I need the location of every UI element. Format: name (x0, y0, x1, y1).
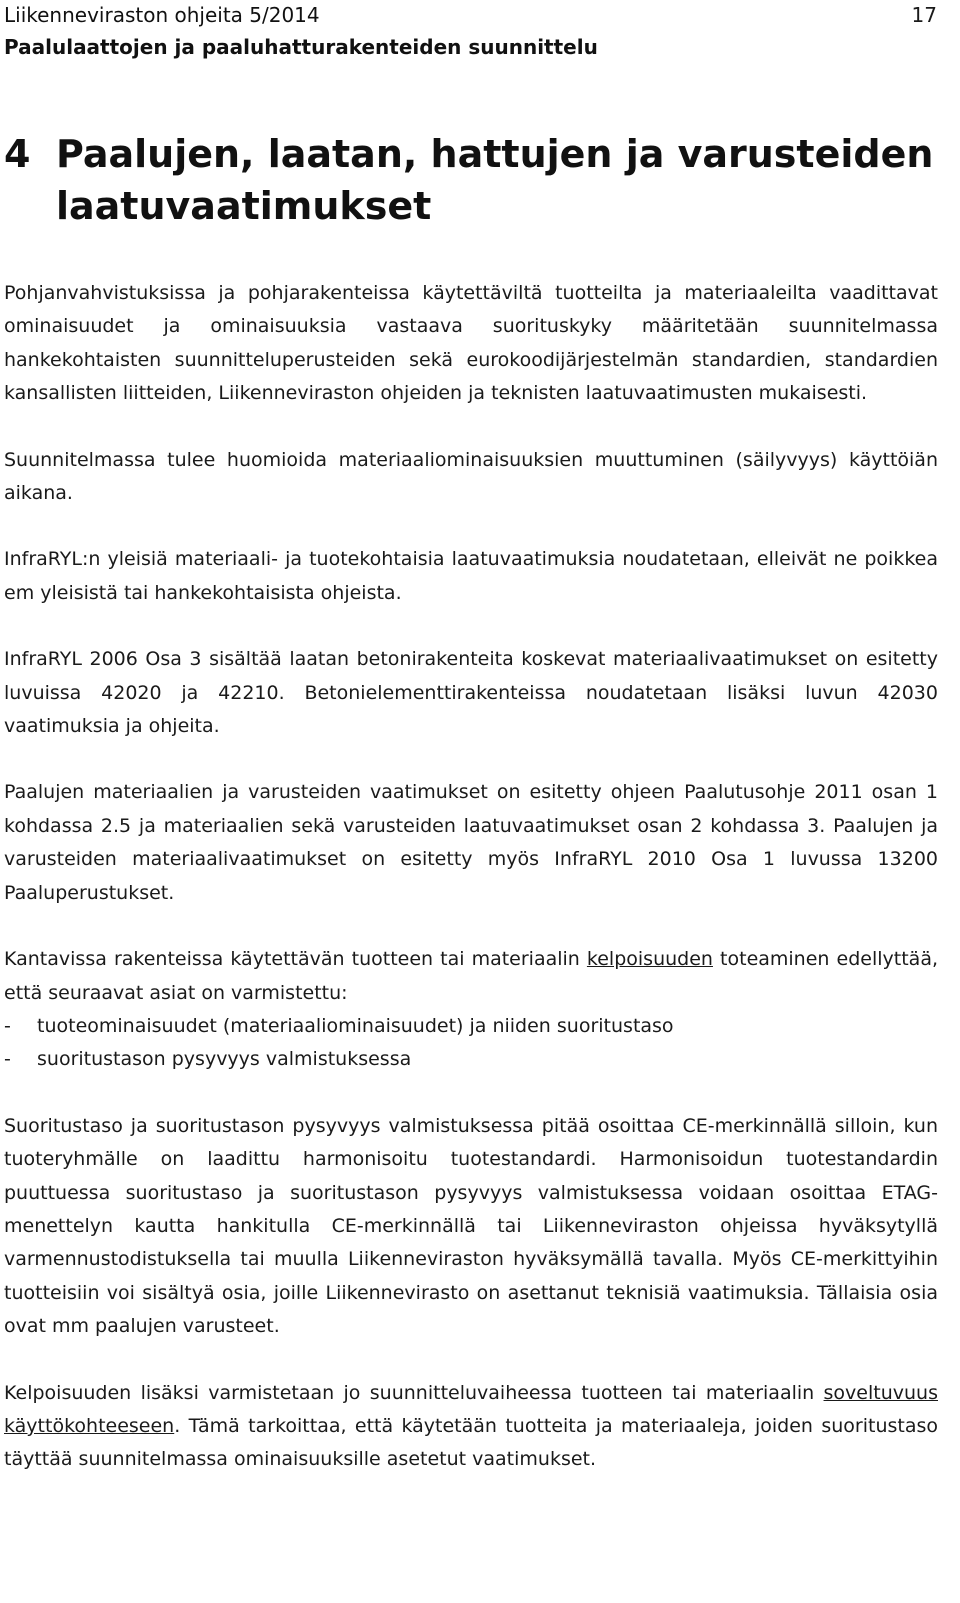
paragraph-infraryl-2006: InfraRYL 2006 Osa 3 sisältää laatan betonirakenteita koskevat materiaalivaatimukset on esitetty luvuissa 42020 ja 42210. Betonielementtirakenteissa noudatetaan lisäksi luvun 42030 vaatimuksia ja ohjeita. (4, 648, 938, 738)
text-span: Kantavissa rakenteissa käytettävän tuotteen tai materiaalin (4, 948, 587, 971)
body-text (4, 277, 938, 1510)
list-dash: - (4, 1048, 11, 1071)
paragraph-durability: Suunnitelmassa tulee huomioida materiaaliominaisuuksien muuttuminen (säilyvyys) käyttöiän aikana. (4, 448, 938, 505)
running-header-title: Paalulaattojen ja paaluhatturakenteiden suunnittelu (4, 35, 598, 59)
chapter-title: Paalujen, laatan, hattujen ja varusteiden laatuvaatimukset (56, 132, 934, 228)
text-span: . Tämä tarkoittaa, että käytetään tuotteita ja materiaaleja, joiden suoritustaso täyttää suunnitelmassa ominaisuuksille asetetut vaatimukset. (4, 1414, 938, 1471)
running-header-publication: Liikenneviraston ohjeita 5/2014 (4, 3, 320, 27)
chapter-number: 4 (4, 132, 31, 176)
paragraph-requirements: Pohjanvahvistuksissa ja pohjarakenteissa käytettäviltä tuotteilta ja materiaaleilta vaadittavat ominaisuudet ja ominaisuuksia vastaava suorituskyky määritetään suunnitelmassa hankekohtaisten suunnitteluperusteiden sekä eurokoodijärjestelmän standardien, standardien kansallisten liitteiden, Liikenneviraston ohjeiden ja teknisten laatuvaatimusten mukaisesti. (4, 282, 938, 405)
list-item-text: tuoteominaisuudet (materiaaliominaisuudet) ja niiden suoritustaso (37, 1014, 674, 1037)
list-item (4, 1043, 938, 1076)
paragraph-infraryl-general: InfraRYL:n yleisiä materiaali- ja tuotekohtaisia laatuvaatimuksia noudatetaan, elleivät ne poikkea em yleisistä tai hankekohtaisista ohjeista. (4, 548, 938, 604)
text-span: Kelpoisuuden lisäksi varmistetaan jo suunnitteluvaiheessa tuotteen tai materiaalin (4, 1381, 824, 1404)
paragraph-pile-materials: Paalujen materiaalien ja varusteiden vaatimukset on esitetty ohjeen Paalutusohje 2011 osan 1 kohdassa 2.5 ja materiaalien sekä varusteiden laatuvaatimukset osan 2 kohdassa 3. Paalujen ja varusteiden materiaalivaatimukset on esitetty myös InfraRYL 2010 Osa 1 luvussa 13200 Paaluperustukset. (4, 781, 938, 904)
list-item-text: suoritustason pysyvyys valmistuksessa (37, 1048, 412, 1071)
requirements-list (4, 1010, 938, 1077)
list-item (4, 1010, 938, 1043)
underlined-term-soveltuvuus: soveltuvuus käyttökohteeseen (4, 1381, 938, 1437)
page-number: 17 (911, 3, 937, 27)
underlined-term-kelpoisuuden: kelpoisuuden (586, 948, 713, 971)
paragraph-suitability-intro (4, 943, 938, 1077)
text-span: toteaminen edellyttää, että seuraavat asiat on varmistettu: (4, 948, 938, 1004)
paragraph-suitability (4, 1377, 938, 1477)
list-dash: - (4, 1014, 11, 1037)
paragraph-ce-marking: Suoritustaso ja suoritustason pysyvyys valmistuksessa pitää osoittaa CE-merkinnällä silloin, kun tuoteryhmälle on laadittu harmonisoitu tuotestandardi. Harmonisoidun tuotestandardin puuttuessa suoritustaso ja suoritustason pysyvyys valmistuksessa voidaan osoittaa ETAG-menettelyn kautta hankitulla CE-merkinnällä tai Liikenneviraston ohjeissa hyväksytyllä varmennustodistuksella tai muulla Liikenneviraston hyväksymällä tavalla. Myös CE-merkittyihin tuotteisiin voi sisältyä osia, joille Liikennevirasto on asettanut teknisiä vaatimuksia. Tällaisia osia ovat mm paalujen varusteet. (4, 1114, 938, 1338)
